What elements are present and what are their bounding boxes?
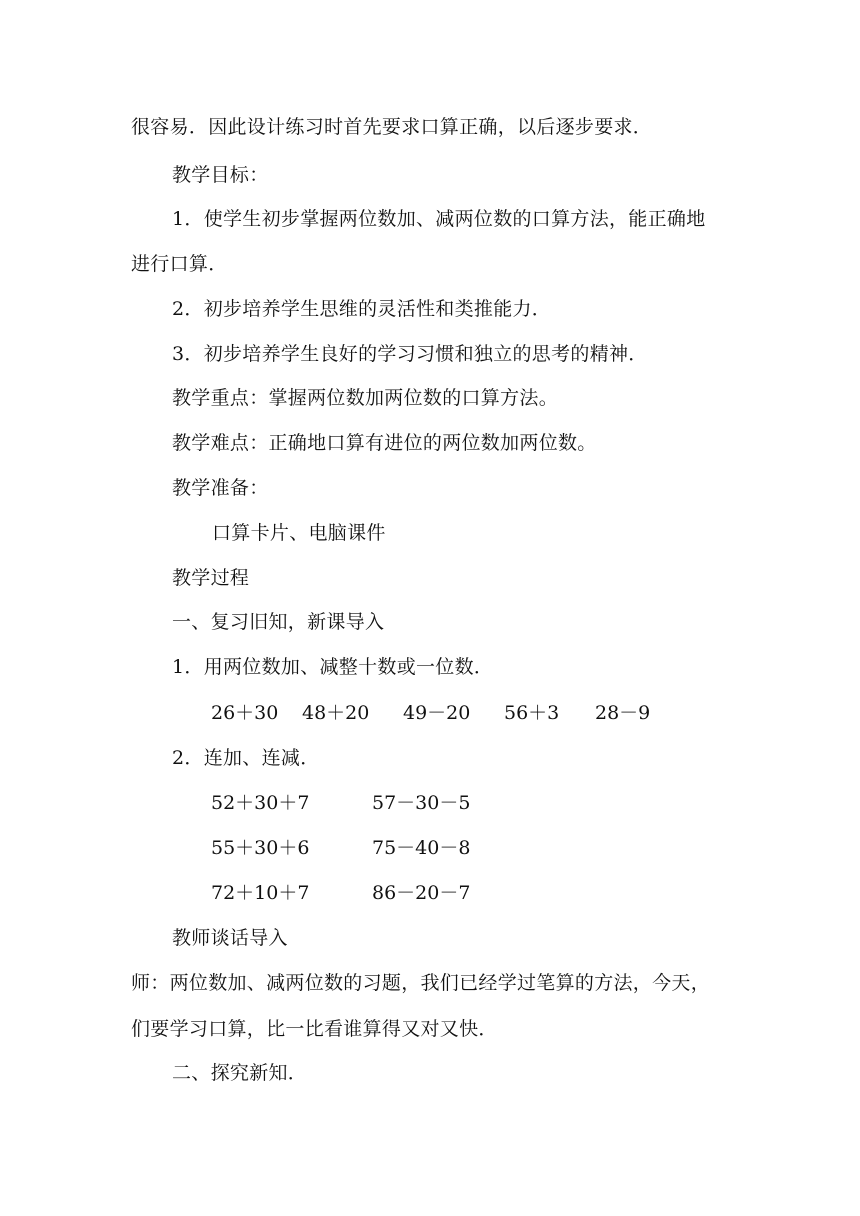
teaching-focus: 教学重点：掌握两位数加两位数的口算方法。 xyxy=(172,387,559,409)
exercise-item: 49－20 xyxy=(403,702,471,724)
materials-line: 口算卡片、电脑课件 xyxy=(212,522,386,544)
teacher-speech-continuation: 们要学习口算，比一比看谁算得又对又快． xyxy=(131,1018,498,1040)
section-heading: 一、复习旧知，新课导入 xyxy=(172,611,385,633)
exercise-item: 48＋20 xyxy=(302,702,370,724)
goal-item-1: 1．使学生初步掌握两位数加、减两位数的口算方法，能正确地 xyxy=(172,208,706,230)
exercise-item: 57－30－5 xyxy=(372,792,471,814)
exercise-item: 55＋30＋6 xyxy=(211,837,310,859)
exercise-heading-1: 1．用两位数加、减整十数或一位数． xyxy=(172,656,494,678)
section-heading: 教学目标： xyxy=(172,164,269,186)
paragraph-line: 很容易．因此设计练习时首先要求口算正确，以后逐步要求． xyxy=(131,116,653,138)
section-heading: 教学过程 xyxy=(172,567,250,589)
exercise-heading-2: 2．连加、连减． xyxy=(172,747,320,769)
exercise-item: 75－40－8 xyxy=(372,837,471,859)
exercise-item: 72＋10＋7 xyxy=(211,882,310,904)
goal-item-2: 2．初步培养学生思维的灵活性和类推能力． xyxy=(172,298,552,320)
exercise-item: 56＋3 xyxy=(504,702,560,724)
section-heading: 教学准备： xyxy=(172,477,269,499)
teaching-difficulty: 教学难点：正确地口算有进位的两位数加两位数。 xyxy=(172,432,597,454)
teacher-speech: 师：两位数加、减两位数的习题，我们已经学过笔算的方法，今天， xyxy=(131,972,711,994)
section-heading: 二、探究新知． xyxy=(172,1062,308,1084)
exercise-item: 28－9 xyxy=(595,702,651,724)
section-heading: 教师谈话导入 xyxy=(172,927,288,949)
exercise-item: 86－20－7 xyxy=(372,882,471,904)
goal-item-3: 3．初步培养学生良好的学习习惯和独立的思考的精神． xyxy=(172,343,648,365)
exercise-item: 26＋30 xyxy=(211,702,279,724)
exercise-item: 52＋30＋7 xyxy=(211,792,310,814)
goal-item-1-continuation: 进行口算． xyxy=(131,253,228,275)
